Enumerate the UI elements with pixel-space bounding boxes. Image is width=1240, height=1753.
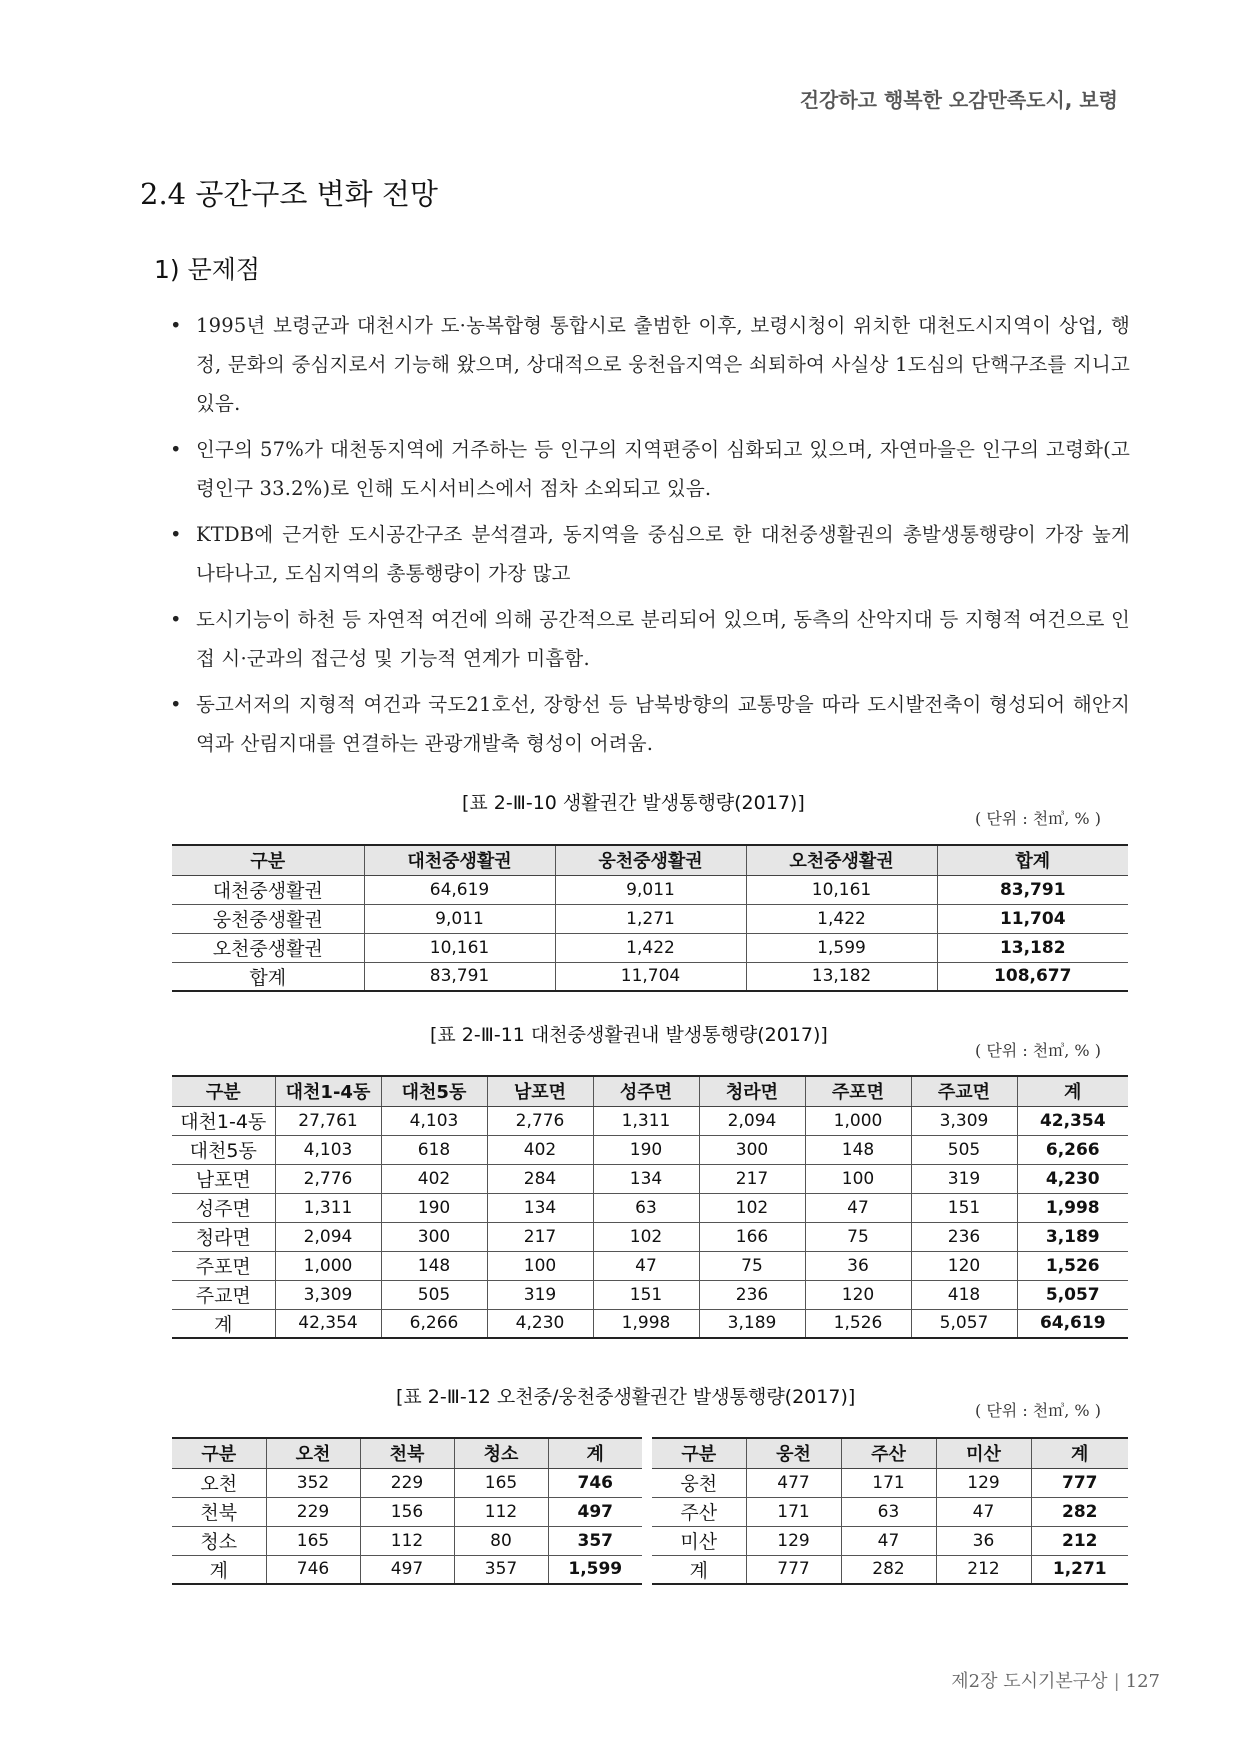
table-cell: 505 xyxy=(381,1280,487,1309)
table-cell: 300 xyxy=(381,1222,487,1251)
table-row xyxy=(172,1135,1128,1164)
table-cell: 100 xyxy=(487,1251,593,1280)
table-row xyxy=(652,1497,1128,1526)
table3-caption: [표 2-Ⅲ-12 오천중/웅천중생활권간 발생통행량(2017)] xyxy=(396,1386,856,1408)
table-cell: 151 xyxy=(593,1280,699,1309)
table-cell: 2,776 xyxy=(275,1164,381,1193)
column-header: 대천중생활권 xyxy=(364,845,555,875)
table-row xyxy=(652,1526,1128,1555)
table-cell: 47 xyxy=(841,1526,936,1555)
table-cell: 217 xyxy=(699,1164,805,1193)
table-cell: 319 xyxy=(487,1280,593,1309)
table-cell: 1,599 xyxy=(548,1555,642,1584)
bullet-item: • 1995년 보령군과 대천시가 도·농복합형 통합시로 출범한 이후, 보령시청이 위치한 대천도시지역이 상업, 행정, 문화의 중심지로서 기능해 왔으며, 상대적으로 웅천읍지역은 쇠퇴하여 사실상 1도심의 단핵구조를 지니고 있음. xyxy=(170,306,1130,423)
subsection-title: 1) 문제점 xyxy=(154,255,261,284)
table-cell: 2,776 xyxy=(487,1106,593,1135)
row-label: 계 xyxy=(172,1555,266,1584)
table-cell: 47 xyxy=(805,1193,911,1222)
row-label: 청소 xyxy=(172,1526,266,1555)
table2-daecheon-trips xyxy=(172,1075,1128,1339)
column-header: 구분 xyxy=(172,1076,275,1106)
table-cell: 165 xyxy=(266,1526,360,1555)
table-row xyxy=(172,875,1128,904)
table-cell: 777 xyxy=(1031,1468,1128,1497)
column-header: 성주면 xyxy=(593,1076,699,1106)
table-cell: 402 xyxy=(487,1135,593,1164)
table-cell: 212 xyxy=(1031,1526,1128,1555)
row-label: 대천5동 xyxy=(172,1135,275,1164)
table-cell: 63 xyxy=(841,1497,936,1526)
table-cell: 1,311 xyxy=(593,1106,699,1135)
table-cell: 746 xyxy=(548,1468,642,1497)
table-cell: 129 xyxy=(746,1526,841,1555)
table3-ungcheon-trips xyxy=(652,1437,1128,1585)
table-cell: 1,526 xyxy=(805,1309,911,1338)
table-cell: 3,309 xyxy=(911,1106,1017,1135)
column-header: 오천 xyxy=(266,1438,360,1468)
column-header: 계 xyxy=(1017,1076,1128,1106)
table-cell: 64,619 xyxy=(364,875,555,904)
table-cell: 3,309 xyxy=(275,1280,381,1309)
table-cell: 148 xyxy=(805,1135,911,1164)
table-cell: 282 xyxy=(841,1555,936,1584)
table-cell: 171 xyxy=(841,1468,936,1497)
table-cell: 11,704 xyxy=(555,962,746,991)
column-header: 계 xyxy=(1031,1438,1128,1468)
bullet-item: • KTDB에 근거한 도시공간구조 분석결과, 동지역을 중심으로 한 대천중생활권의 총발생통행량이 가장 높게 나타나고, 도심지역의 총통행량이 가장 많고 xyxy=(170,515,1130,593)
table-cell: 357 xyxy=(548,1526,642,1555)
table-cell: 777 xyxy=(746,1555,841,1584)
table-cell: 83,791 xyxy=(937,875,1128,904)
row-label: 주산 xyxy=(652,1497,746,1526)
row-label: 대천1-4동 xyxy=(172,1106,275,1135)
table-cell: 27,761 xyxy=(275,1106,381,1135)
table-cell: 505 xyxy=(911,1135,1017,1164)
table-cell: 497 xyxy=(548,1497,642,1526)
table-cell: 166 xyxy=(699,1222,805,1251)
row-label: 대천중생활권 xyxy=(172,875,364,904)
row-label: 오천중생활권 xyxy=(172,933,364,962)
footer-chapter: 제2장 도시기본구상 xyxy=(951,1671,1108,1692)
table-cell: 190 xyxy=(381,1193,487,1222)
table-cell: 5,057 xyxy=(911,1309,1017,1338)
row-label: 성주면 xyxy=(172,1193,275,1222)
column-header: 주교면 xyxy=(911,1076,1017,1106)
column-header: 계 xyxy=(548,1438,642,1468)
table-cell: 1,422 xyxy=(555,933,746,962)
table-cell: 352 xyxy=(266,1468,360,1497)
table1-unit: ( 단위 : 천㎥, % ) xyxy=(975,809,1101,828)
issue-bullet-list xyxy=(170,306,1130,770)
table-cell: 282 xyxy=(1031,1497,1128,1526)
table-cell: 75 xyxy=(805,1222,911,1251)
table-cell: 1,998 xyxy=(593,1309,699,1338)
table-cell: 13,182 xyxy=(746,962,937,991)
table-cell: 4,103 xyxy=(381,1106,487,1135)
table-cell: 1,599 xyxy=(746,933,937,962)
table-cell: 75 xyxy=(699,1251,805,1280)
table-cell: 217 xyxy=(487,1222,593,1251)
table-cell: 36 xyxy=(936,1526,1031,1555)
row-label: 계 xyxy=(172,1309,275,1338)
table-cell: 83,791 xyxy=(364,962,555,991)
table-row xyxy=(172,933,1128,962)
bullet-item: • 인구의 57%가 대천동지역에 거주하는 등 인구의 지역편중이 심화되고 있으며, 자연마을은 인구의 고령화(고령인구 33.2%)로 인해 도시서비스에서 점차 소외되고 있음. xyxy=(170,430,1130,508)
table-cell: 1,311 xyxy=(275,1193,381,1222)
column-header: 청소 xyxy=(454,1438,548,1468)
column-header: 웅천 xyxy=(746,1438,841,1468)
column-header: 대천1-4동 xyxy=(275,1076,381,1106)
column-header: 천북 xyxy=(360,1438,454,1468)
table-row xyxy=(172,1468,642,1497)
table2-caption: [표 2-Ⅲ-11 대천중생활권내 발생통행량(2017)] xyxy=(430,1024,828,1046)
table-cell: 497 xyxy=(360,1555,454,1584)
table-cell: 11,704 xyxy=(937,904,1128,933)
table-row xyxy=(172,904,1128,933)
table-cell: 42,354 xyxy=(275,1309,381,1338)
table-row xyxy=(172,1280,1128,1309)
table1-life-zone-trips xyxy=(172,844,1128,992)
table-cell: 171 xyxy=(746,1497,841,1526)
column-header: 대천5동 xyxy=(381,1076,487,1106)
table-cell: 156 xyxy=(360,1497,454,1526)
table-cell: 357 xyxy=(454,1555,548,1584)
table-cell: 477 xyxy=(746,1468,841,1497)
table-row xyxy=(172,1251,1128,1280)
table-cell: 5,057 xyxy=(1017,1280,1128,1309)
table-cell: 4,230 xyxy=(1017,1164,1128,1193)
table-cell: 42,354 xyxy=(1017,1106,1128,1135)
table-cell: 165 xyxy=(454,1468,548,1497)
table-cell: 6,266 xyxy=(1017,1135,1128,1164)
table-cell: 1,526 xyxy=(1017,1251,1128,1280)
table-cell: 229 xyxy=(266,1497,360,1526)
table-cell: 112 xyxy=(454,1497,548,1526)
column-header: 청라면 xyxy=(699,1076,805,1106)
table-row xyxy=(172,1526,642,1555)
table-cell: 64,619 xyxy=(1017,1309,1128,1338)
row-label: 계 xyxy=(652,1555,746,1584)
bullet-item: • 동고서저의 지형적 여건과 국도21호선, 장항선 등 남북방향의 교통망을 따라 도시발전축이 형성되어 해안지역과 산림지대를 연결하는 관광개발축 형성이 어려움. xyxy=(170,685,1130,763)
table-cell: 3,189 xyxy=(699,1309,805,1338)
table-cell: 212 xyxy=(936,1555,1031,1584)
table-cell: 100 xyxy=(805,1164,911,1193)
table-cell: 13,182 xyxy=(937,933,1128,962)
column-header: 구분 xyxy=(172,1438,266,1468)
row-label: 남포면 xyxy=(172,1164,275,1193)
table-cell: 2,094 xyxy=(275,1222,381,1251)
column-header: 웅천중생활권 xyxy=(555,845,746,875)
page-footer: 제2장 도시기본구상 | 127 xyxy=(951,1671,1160,1692)
table-cell: 102 xyxy=(699,1193,805,1222)
table-cell: 229 xyxy=(360,1468,454,1497)
table-row xyxy=(172,1164,1128,1193)
table-cell: 134 xyxy=(487,1193,593,1222)
table-cell: 47 xyxy=(936,1497,1031,1526)
table-cell: 129 xyxy=(936,1468,1031,1497)
column-header: 주산 xyxy=(841,1438,936,1468)
table-cell: 120 xyxy=(911,1251,1017,1280)
table-cell: 4,103 xyxy=(275,1135,381,1164)
table-cell: 47 xyxy=(593,1251,699,1280)
table3-unit: ( 단위 : 천㎥, % ) xyxy=(975,1401,1101,1420)
row-label: 오천 xyxy=(172,1468,266,1497)
table-cell: 746 xyxy=(266,1555,360,1584)
table-row xyxy=(172,962,1128,991)
running-header: 건강하고 행복한 오감만족도시, 보령 xyxy=(799,88,1118,112)
table-row xyxy=(172,1309,1128,1338)
table-cell: 108,677 xyxy=(937,962,1128,991)
table-cell: 2,094 xyxy=(699,1106,805,1135)
table-cell: 112 xyxy=(360,1526,454,1555)
table-cell: 3,189 xyxy=(1017,1222,1128,1251)
table-row xyxy=(652,1468,1128,1497)
row-label: 웅천중생활권 xyxy=(172,904,364,933)
table-cell: 236 xyxy=(911,1222,1017,1251)
table-row xyxy=(172,1106,1128,1135)
table-row xyxy=(172,1555,642,1584)
table1-caption: [표 2-Ⅲ-10 생활권간 발생통행량(2017)] xyxy=(462,792,805,814)
page-number: 127 xyxy=(1125,1671,1160,1692)
table-cell: 1,422 xyxy=(746,904,937,933)
table-cell: 36 xyxy=(805,1251,911,1280)
row-label: 천북 xyxy=(172,1497,266,1526)
table-cell: 1,000 xyxy=(275,1251,381,1280)
column-header: 합계 xyxy=(937,845,1128,875)
row-label: 주포면 xyxy=(172,1251,275,1280)
table-cell: 80 xyxy=(454,1526,548,1555)
row-label: 웅천 xyxy=(652,1468,746,1497)
table-cell: 10,161 xyxy=(746,875,937,904)
table-cell: 1,000 xyxy=(805,1106,911,1135)
table-cell: 102 xyxy=(593,1222,699,1251)
table-cell: 148 xyxy=(381,1251,487,1280)
table-cell: 151 xyxy=(911,1193,1017,1222)
table-cell: 402 xyxy=(381,1164,487,1193)
table-cell: 134 xyxy=(593,1164,699,1193)
column-header: 구분 xyxy=(652,1438,746,1468)
table-cell: 120 xyxy=(805,1280,911,1309)
table-cell: 618 xyxy=(381,1135,487,1164)
column-header: 구분 xyxy=(172,845,364,875)
bullet-item: • 도시기능이 하천 등 자연적 여건에 의해 공간적으로 분리되어 있으며, 동측의 산악지대 등 지형적 여건으로 인접 시·군과의 접근성 및 기능적 연계가 미흡함. xyxy=(170,600,1130,678)
table-cell: 9,011 xyxy=(364,904,555,933)
table-row xyxy=(652,1555,1128,1584)
table-row xyxy=(172,1497,642,1526)
table-row xyxy=(172,1222,1128,1251)
row-label: 청라면 xyxy=(172,1222,275,1251)
row-label: 합계 xyxy=(172,962,364,991)
column-header: 미산 xyxy=(936,1438,1031,1468)
table-row xyxy=(172,1193,1128,1222)
table-cell: 4,230 xyxy=(487,1309,593,1338)
table3-ocheon-trips xyxy=(172,1437,642,1585)
row-label: 주교면 xyxy=(172,1280,275,1309)
row-label: 미산 xyxy=(652,1526,746,1555)
table-cell: 190 xyxy=(593,1135,699,1164)
column-header: 남포면 xyxy=(487,1076,593,1106)
table-cell: 319 xyxy=(911,1164,1017,1193)
table-cell: 1,271 xyxy=(1031,1555,1128,1584)
table-cell: 6,266 xyxy=(381,1309,487,1338)
table-cell: 63 xyxy=(593,1193,699,1222)
column-header: 주포면 xyxy=(805,1076,911,1106)
table-cell: 1,998 xyxy=(1017,1193,1128,1222)
table-cell: 284 xyxy=(487,1164,593,1193)
table2-unit: ( 단위 : 천㎥, % ) xyxy=(975,1041,1101,1060)
table-cell: 418 xyxy=(911,1280,1017,1309)
table-cell: 236 xyxy=(699,1280,805,1309)
column-header: 오천중생활권 xyxy=(746,845,937,875)
section-title: 2.4 공간구조 변화 전망 xyxy=(140,177,438,211)
table-cell: 1,271 xyxy=(555,904,746,933)
table-cell: 10,161 xyxy=(364,933,555,962)
table-cell: 9,011 xyxy=(555,875,746,904)
table-cell: 300 xyxy=(699,1135,805,1164)
